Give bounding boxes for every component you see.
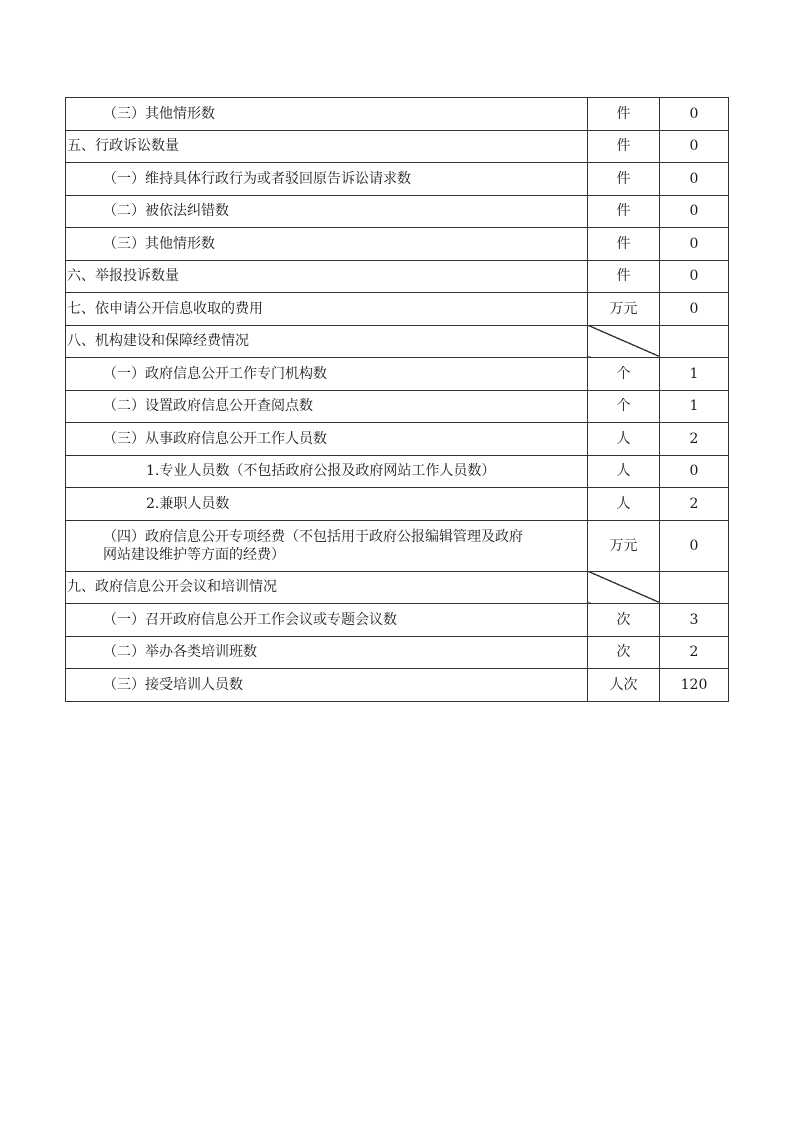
- item-cell: [66, 130, 588, 163]
- value-cell: 2: [660, 636, 729, 669]
- table-row: [66, 636, 729, 669]
- value-cell: 1: [660, 390, 729, 423]
- value-cell: [660, 571, 729, 604]
- unit-cell: 个: [588, 390, 660, 423]
- section-heading: 九、政府信息公开会议和培训情况: [67, 579, 277, 596]
- unit-cell: 次: [588, 604, 660, 637]
- item-cell: [66, 163, 588, 196]
- item-cell: [66, 423, 588, 456]
- diagonal-empty-cell: [588, 571, 660, 604]
- unit-cell: 件: [588, 130, 660, 163]
- unit-cell: 件: [588, 228, 660, 261]
- item-cell: [66, 325, 588, 358]
- value-cell: 0: [660, 163, 729, 196]
- value-cell: 1: [660, 358, 729, 391]
- value-cell: 120: [660, 669, 729, 702]
- value-cell: 0: [660, 520, 729, 571]
- table-row: [66, 390, 729, 423]
- section-heading: 六、举报投诉数量: [67, 268, 179, 285]
- table-row: [66, 358, 729, 391]
- table-row: [66, 98, 729, 131]
- table-row: [66, 260, 729, 293]
- item-cell: [66, 228, 588, 261]
- item-label: （二）举办各类培训班数: [103, 644, 257, 661]
- item-label: （二）被依法纠错数: [103, 203, 229, 220]
- item-cell: [66, 604, 588, 637]
- item-cell: [66, 636, 588, 669]
- table-row: [66, 228, 729, 261]
- item-label: （三）从事政府信息公开工作人员数: [103, 430, 327, 447]
- table-row: [66, 163, 729, 196]
- table-row: [66, 455, 729, 488]
- item-cell: [66, 669, 588, 702]
- unit-cell: 个: [588, 358, 660, 391]
- unit-cell: 次: [588, 636, 660, 669]
- value-cell: 0: [660, 260, 729, 293]
- item-label: （一）政府信息公开工作专门机构数: [103, 365, 327, 382]
- statistics-table: [65, 97, 729, 702]
- item-label: （一）维持具体行政行为或者驳回原告诉讼请求数: [103, 170, 411, 187]
- item-cell: [66, 293, 588, 326]
- unit-cell: 件: [588, 163, 660, 196]
- value-cell: 2: [660, 423, 729, 456]
- value-cell: 0: [660, 455, 729, 488]
- unit-cell: 万元: [588, 293, 660, 326]
- table-row: [66, 423, 729, 456]
- table-row: [66, 293, 729, 326]
- table-row: [66, 195, 729, 228]
- item-label: （四）政府信息公开专项经费（不包括用于政府公报编辑管理及政府网站建设维护等方面的经费）: [103, 528, 523, 563]
- diagonal-empty-cell: [588, 325, 660, 358]
- value-cell: 0: [660, 98, 729, 131]
- section-heading: 七、依申请公开信息收取的费用: [67, 300, 263, 317]
- section-heading: 五、行政诉讼数量: [67, 138, 179, 155]
- value-cell: 2: [660, 488, 729, 521]
- value-cell: [660, 325, 729, 358]
- table-row: [66, 520, 729, 571]
- item-label: （三）其他情形数: [103, 235, 215, 252]
- item-label: （二）设置政府信息公开查阅点数: [103, 398, 313, 415]
- unit-cell: 人: [588, 455, 660, 488]
- value-cell: 0: [660, 130, 729, 163]
- item-label: （三）其他情形数: [103, 105, 215, 122]
- value-cell: 0: [660, 293, 729, 326]
- table-row: [66, 325, 729, 358]
- item-cell: [66, 488, 588, 521]
- unit-cell: 人: [588, 423, 660, 456]
- item-label: 1.专业人员数（不包括政府公报及政府网站工作人员数）: [146, 463, 496, 480]
- unit-cell: 件: [588, 260, 660, 293]
- item-cell: [66, 260, 588, 293]
- unit-cell: 件: [588, 98, 660, 131]
- item-cell: [66, 98, 588, 131]
- value-cell: 0: [660, 228, 729, 261]
- statistics-table-body: [66, 98, 729, 702]
- unit-cell: 人: [588, 488, 660, 521]
- item-cell: [66, 195, 588, 228]
- unit-cell: 人次: [588, 669, 660, 702]
- item-label: （三）接受培训人员数: [103, 676, 243, 693]
- item-cell: [66, 571, 588, 604]
- table-row: [66, 604, 729, 637]
- value-cell: 0: [660, 195, 729, 228]
- unit-cell: 万元: [588, 520, 660, 571]
- item-cell: [66, 390, 588, 423]
- table-row: [66, 488, 729, 521]
- item-cell: [66, 520, 588, 571]
- item-cell: [66, 358, 588, 391]
- value-cell: 3: [660, 604, 729, 637]
- item-label: 2.兼职人员数: [146, 495, 230, 512]
- table-row: [66, 130, 729, 163]
- unit-cell: 件: [588, 195, 660, 228]
- item-cell: [66, 455, 588, 488]
- section-heading: 八、机构建设和保障经费情况: [67, 333, 249, 350]
- item-label: （一）召开政府信息公开工作会议或专题会议数: [103, 611, 397, 628]
- table-row: [66, 571, 729, 604]
- table-row: [66, 669, 729, 702]
